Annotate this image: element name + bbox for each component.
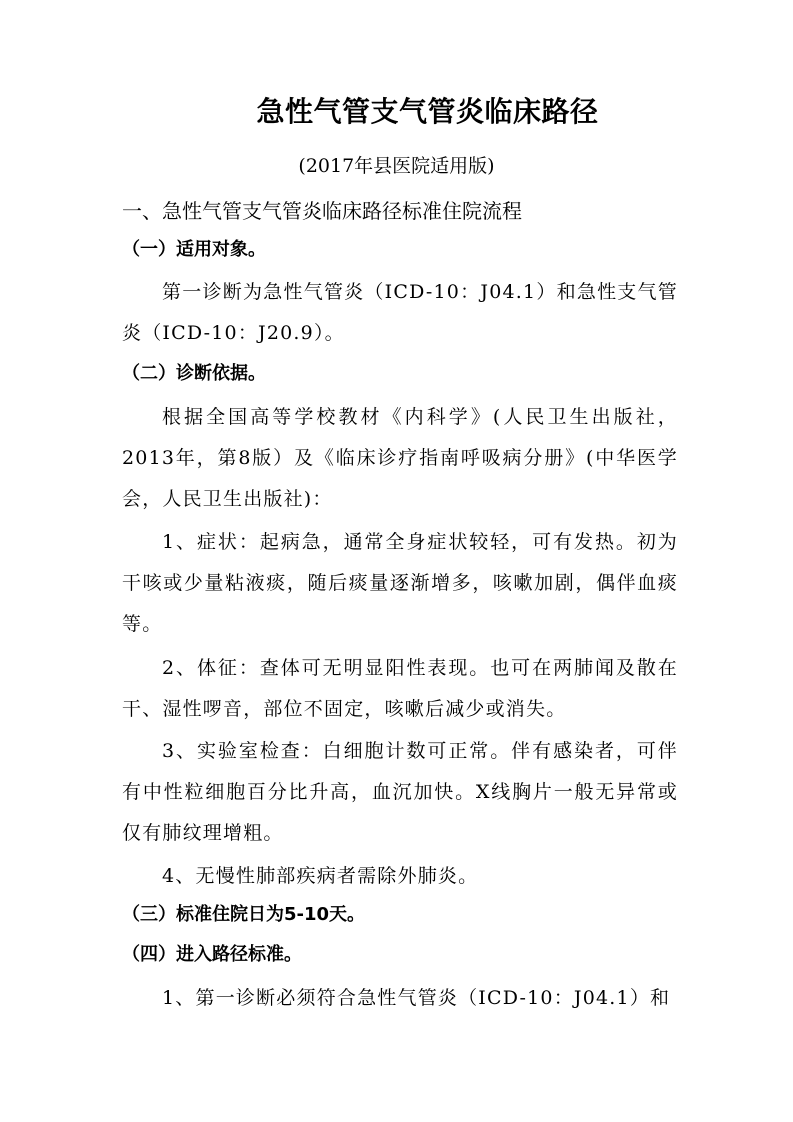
paragraph-symptoms: 1、症状：起病急，通常全身症状较轻，可有发热。初为干咳或少量粘液痰，随后痰量逐渐增多，咳嗽加剧，偶伴血痰等。: [122, 531, 678, 635]
document-title: 急性气管支气管炎临床路径: [256, 95, 599, 128]
section-heading-hospital-days: （三）标准住院日为5-10天。: [122, 904, 366, 925]
main-heading: 一、急性气管支气管炎临床路径标准住院流程: [122, 199, 522, 223]
paragraph-signs: 2、体征：查体可无明显阳性表现。也可在两肺闻及散在干、湿性啰音，部位不固定，咳嗽后减少或消失。: [122, 657, 678, 720]
section-heading-applicable-objects: （一）适用对象。: [122, 239, 266, 260]
section-heading-pathway-entry: （四）进入路径标准。: [122, 944, 302, 965]
paragraph-entry-criteria: 1、第一诊断必须符合急性气管炎（ICD-10：J04.1）和: [162, 987, 671, 1009]
document-subtitle: (2017年县医院适用版): [298, 155, 495, 177]
paragraph-lab-tests: 3、实验室检查：白细胞计数可正常。伴有感染者，可伴有中性粒细胞百分比升高，血沉加快。X线胸片一般无异常或仅有肺纹理增粗。: [122, 740, 678, 844]
section-heading-diagnosis-basis: （二）诊断依据。: [122, 363, 266, 384]
paragraph-exclude-pneumonia: 4、无慢性肺部疾病者需除外肺炎。: [162, 865, 479, 887]
paragraph-diagnosis-reference: 根据全国高等学校教材《内科学》(人民卫生出版社，2013年，第8版）及《临床诊疗指南呼吸病分册》(中华医学会，人民卫生出版社)：: [122, 406, 678, 510]
paragraph-first-diagnosis: 第一诊断为急性气管炎（ICD-10：J04.1）和急性支气管炎（ICD-10：J20.9）。: [122, 281, 678, 344]
